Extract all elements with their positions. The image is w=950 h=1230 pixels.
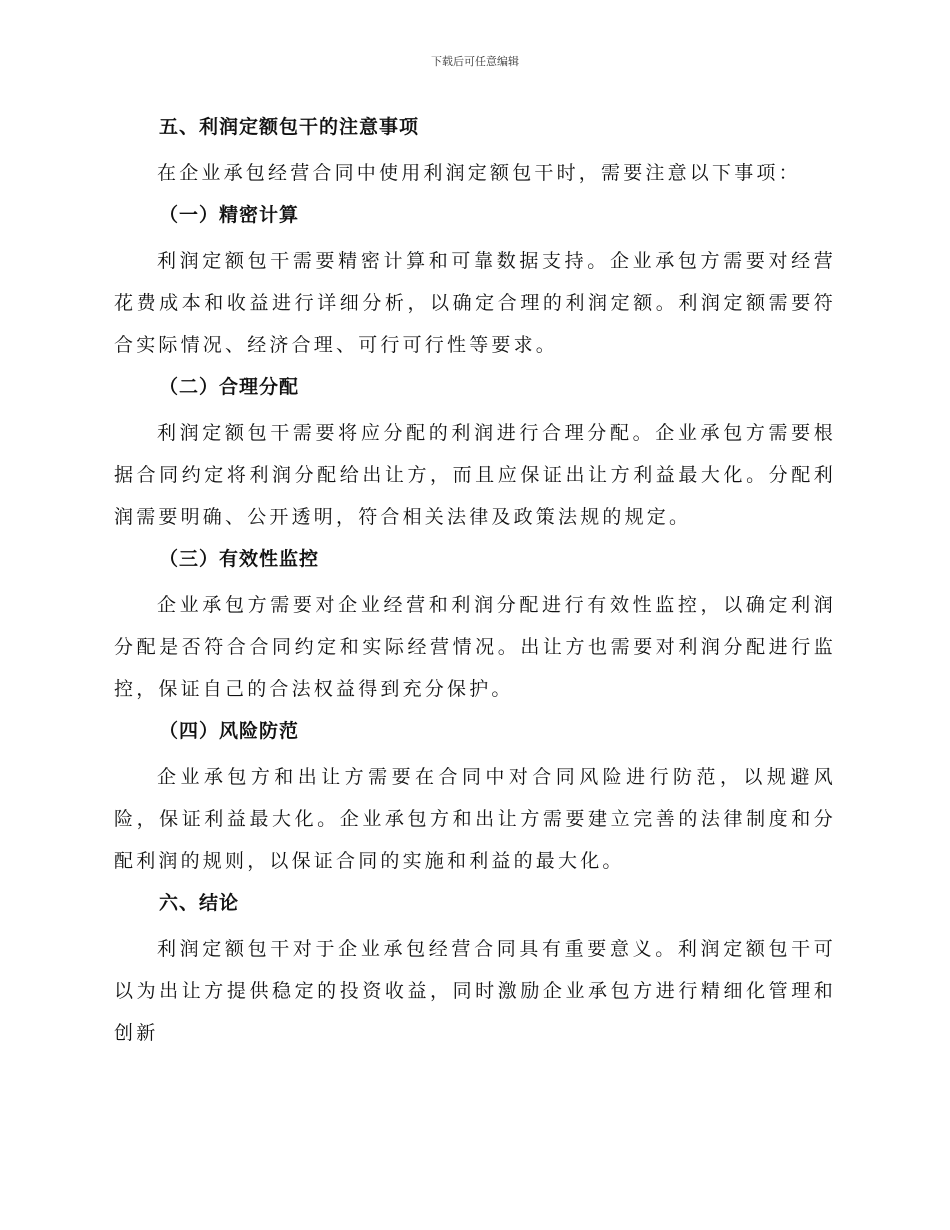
section-six-heading: 六、结论 bbox=[159, 892, 240, 914]
subsection-four-text: 企业承包方和出让方需要在合同中对合同风险进行防范，以规避风险，保证利益最大化。企业承包方和出让方需要建立完善的法律制度和分配利润的规则，以保证合同的实施和利益的最大化。 bbox=[114, 766, 836, 872]
subsection-two-heading: （二）合理分配 bbox=[159, 376, 300, 398]
subsection-two-text: 利润定额包干需要将应分配的利润进行合理分配。企业承包方需要根据合同约定将利润分配给出让方，而且应保证出让方利益最大化。分配利润需要明确、公开透明，符合相关法律及政策法规的规定。 bbox=[114, 422, 836, 528]
page-header-note: 下载后可任意编辑 bbox=[431, 55, 519, 68]
subsection-one-text: 利润定额包干需要精密计算和可靠数据支持。企业承包方需要对经营花费成本和收益进行详细分析，以确定合理的利润定额。利润定额需要符合实际情况、经济合理、可行可行性等要求。 bbox=[114, 250, 836, 356]
subsection-four-heading: （四）风险防范 bbox=[159, 720, 300, 742]
subsection-three-text: 企业承包方需要对企业经营和利润分配进行有效性监控，以确定利润分配是否符合合同约定和实际经营情况。出让方也需要对利润分配进行监控，保证自己的合法权益得到充分保护。 bbox=[114, 594, 836, 700]
section-five-heading: 五、利润定额包干的注意事项 bbox=[159, 116, 420, 138]
section-six-text: 利润定额包干对于企业承包经营合同具有重要意义。利润定额包干可以为出让方提供稳定的投资收益，同时激励企业承包方进行精细化管理和创新 bbox=[114, 938, 836, 1044]
subsection-one-heading: （一）精密计算 bbox=[159, 204, 300, 226]
section-five-intro: 在企业承包经营合同中使用利润定额包干时，需要注意以下事项： bbox=[157, 162, 801, 184]
document-body bbox=[114, 110, 836, 1054]
subsection-three-heading: （三）有效性监控 bbox=[159, 548, 320, 570]
